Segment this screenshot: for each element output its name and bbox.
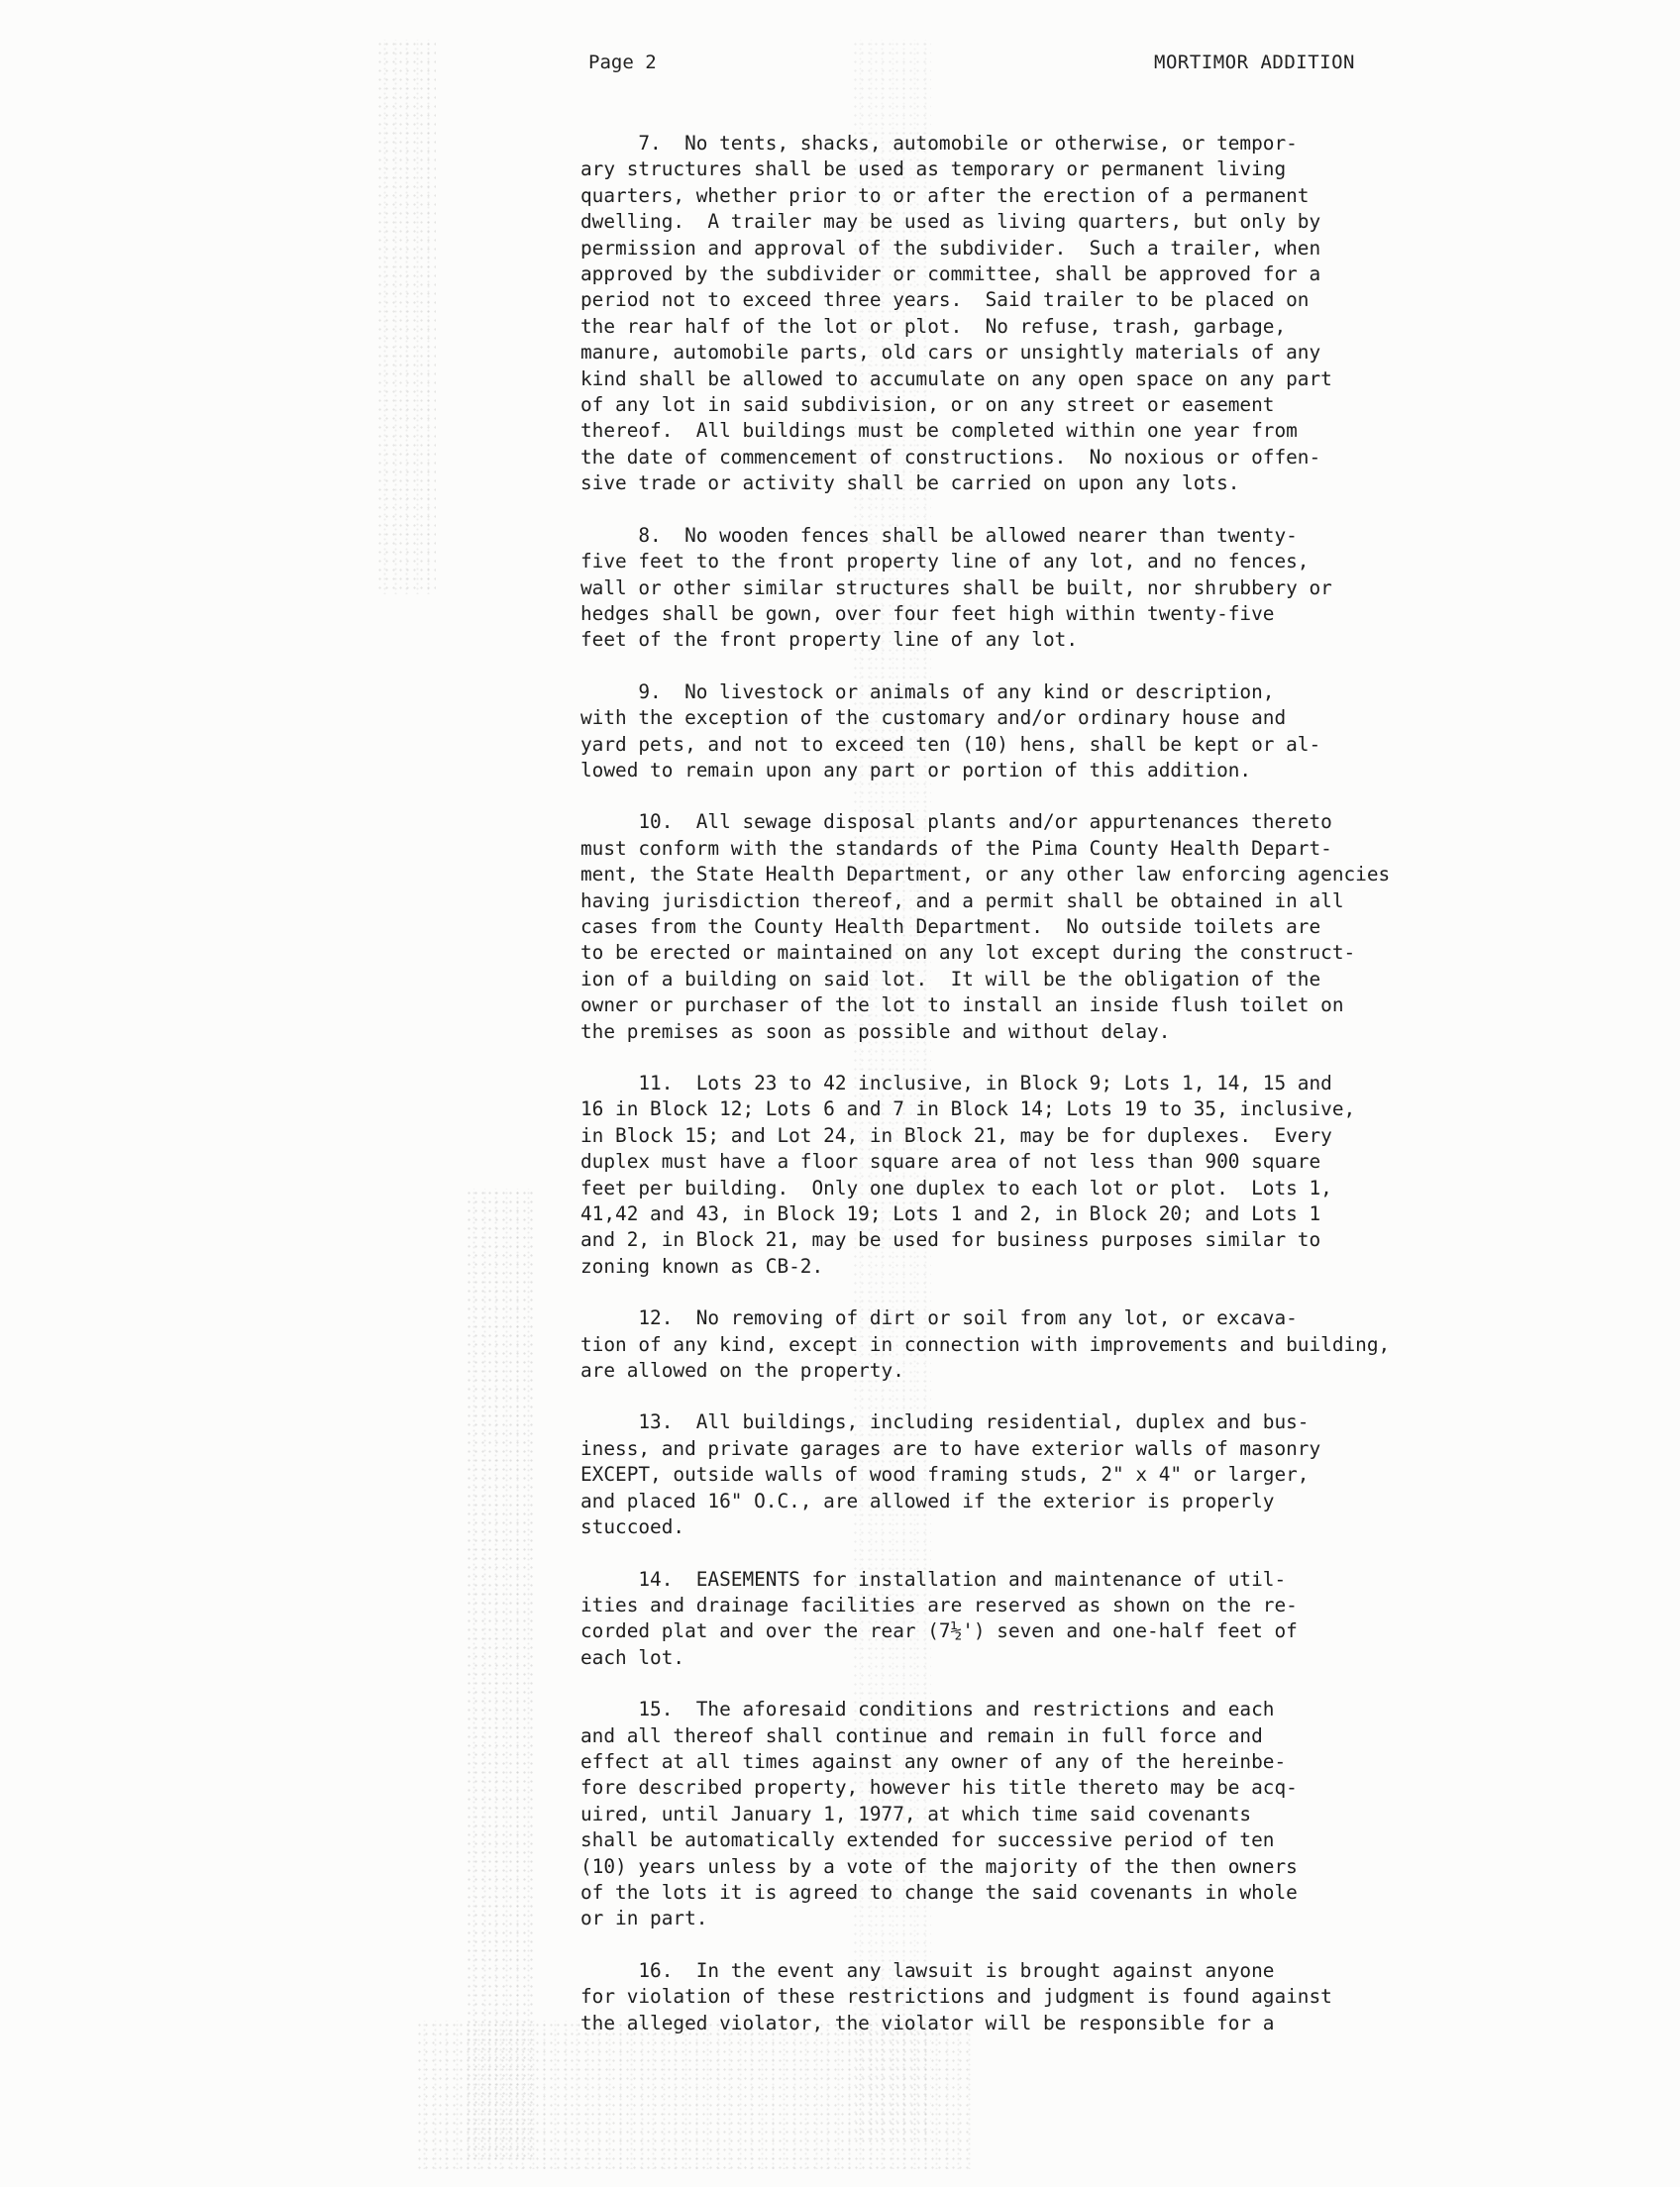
text-line: with the exception of the customary and/or ordinary house and — [580, 706, 1287, 730]
text-line: approved by the subdivider or committee, shall be approved for a — [580, 262, 1321, 286]
text-line: for violation of these restrictions and judgment is found against — [580, 1985, 1332, 2009]
text-line: cases from the County Health Department. No outside toilets are — [580, 914, 1321, 938]
text-line: five feet to the front property line of any lot, and no fences, — [580, 550, 1310, 573]
text-line: ities and drainage facilities are reserved as shown on the re- — [580, 1593, 1298, 1616]
text-line: lowed to remain upon any part or portion of this addition. — [580, 758, 1252, 781]
text-line: 15. The aforesaid conditions and restrictions and each — [580, 1698, 1275, 1721]
text-line: 8. No wooden fences shall be allowed nearer than twenty- — [580, 523, 1298, 547]
covenant-paragraph — [580, 1409, 1492, 1540]
text-line: fore described property, however his title thereto may be acq- — [580, 1776, 1298, 1800]
text-line: iness, and private garages are to have exterior walls of masonry — [580, 1436, 1321, 1460]
text-line: each lot. — [580, 1645, 685, 1669]
text-line: feet per building. Only one duplex to each lot or plot. Lots 1, — [580, 1176, 1332, 1199]
covenant-paragraph — [580, 1071, 1492, 1280]
text-line: (10) years unless by a vote of the majority of the then owners — [580, 1854, 1298, 1878]
text-line: feet of the front property line of any lot. — [580, 628, 1078, 652]
document-title: MORTIMOR ADDITION — [1154, 52, 1355, 73]
text-line: zoning known as CB-2. — [580, 1254, 824, 1278]
photocopy-noise — [466, 1189, 535, 2159]
document-body — [580, 131, 1492, 2062]
text-line: duplex must have a floor square area of not less than 900 square — [580, 1150, 1321, 1174]
covenant-paragraph — [580, 1958, 1492, 2036]
text-line: sive trade or activity shall be carried on upon any lots. — [580, 471, 1240, 495]
text-line: and all thereof shall continue and remain in full force and — [580, 1723, 1263, 1747]
text-line: 7. No tents, shacks, automobile or otherwise, or tempor- — [580, 132, 1298, 155]
text-line: 41,42 and 43, in Block 19; Lots 1 and 2, in Block 20; and Lots 1 — [580, 1202, 1321, 1226]
text-line: of the lots it is agreed to change the said covenants in whole — [580, 1880, 1298, 1904]
text-line: 16. In the event any lawsuit is brought against anyone — [580, 1958, 1275, 1982]
text-line: 11. Lots 23 to 42 inclusive, in Block 9; Lots 1, 14, 15 and — [580, 1072, 1332, 1094]
text-line: manure, automobile parts, old cars or unsightly materials of any — [580, 341, 1321, 364]
text-line: corded plat and over the rear (7½') seven and one-half feet of — [580, 1619, 1298, 1643]
text-line: must conform with the standards of the Pima County Health Depart- — [580, 836, 1332, 860]
covenant-paragraph — [580, 1305, 1492, 1384]
text-line: the premises as soon as possible and without delay. — [580, 1019, 1171, 1043]
text-line: of any lot in said subdivision, or on any street or easement — [580, 393, 1275, 417]
covenant-paragraph — [580, 809, 1492, 1045]
text-line: the date of commencement of constructions. No noxious or offen- — [580, 445, 1321, 469]
text-line: effect at all times against any owner of any of the hereinbe- — [580, 1749, 1287, 1773]
text-line: are allowed on the property. — [580, 1359, 904, 1383]
covenant-paragraph — [580, 131, 1492, 497]
text-line: yard pets, and not to exceed ten (10) hens, shall be kept or al- — [580, 732, 1321, 756]
text-line: tion of any kind, except in connection with improvements and building, — [580, 1332, 1391, 1356]
text-line: dwelling. A trailer may be used as living quarters, but only by — [580, 210, 1321, 234]
covenant-paragraph — [580, 1697, 1492, 1932]
text-line: hedges shall be gown, over four feet high within twenty-five — [580, 601, 1275, 625]
text-line: ion of a building on said lot. It will be the obligation of the — [580, 967, 1321, 990]
text-line: to be erected or maintained on any lot except during the construct- — [580, 941, 1356, 965]
page-header — [588, 52, 1355, 85]
covenant-paragraph — [580, 523, 1492, 654]
text-line: the alleged violator, the violator will be responsible for a — [580, 2011, 1275, 2034]
text-line: the rear half of the lot or plot. No refuse, trash, garbage, — [580, 314, 1287, 338]
page-number: Page 2 — [588, 52, 657, 73]
text-line: 10. All sewage disposal plants and/or appurtenances thereto — [580, 810, 1332, 834]
text-line: uired, until January 1, 1977, at which time said covenants — [580, 1802, 1252, 1825]
text-line: or in part. — [580, 1907, 708, 1930]
covenant-paragraph — [580, 1567, 1492, 1672]
text-line: EXCEPT, outside walls of wood framing studs, 2" x 4" or larger, — [580, 1463, 1310, 1487]
text-line: thereof. All buildings must be completed within one year from — [580, 419, 1298, 443]
text-line: having jurisdiction thereof, and a permit shall be obtained in all — [580, 888, 1344, 912]
text-line: 12. No removing of dirt or soil from any lot, or excava- — [580, 1306, 1298, 1330]
text-line: ary structures shall be used as temporary or permanent living — [580, 157, 1287, 181]
text-line: 16 in Block 12; Lots 6 and 7 in Block 14; Lots 19 to 35, inclusive, — [580, 1097, 1356, 1121]
text-line: quarters, whether prior to or after the erection of a permanent — [580, 183, 1310, 207]
text-line: in Block 15; and Lot 24, in Block 21, may be for duplexes. Every — [580, 1123, 1332, 1147]
covenant-paragraph — [580, 679, 1492, 784]
text-line: permission and approval of the subdivider. Such a trailer, when — [580, 236, 1321, 260]
text-line: 9. No livestock or animals of any kind or description, — [580, 679, 1275, 703]
text-line: shall be automatically extended for successive period of ten — [580, 1828, 1275, 1852]
text-line: period not to exceed three years. Said trailer to be placed on — [580, 288, 1310, 312]
text-line: stuccoed. — [580, 1515, 685, 1539]
text-line: kind shall be allowed to accumulate on any open space on any part — [580, 366, 1332, 390]
photocopy-noise — [376, 40, 436, 594]
text-line: and 2, in Block 21, may be used for business purposes similar to — [580, 1228, 1321, 1252]
text-line: wall or other similar structures shall be built, nor shrubbery or — [580, 575, 1332, 599]
text-line: 14. EASEMENTS for installation and maintenance of util- — [580, 1567, 1287, 1591]
text-line: ment, the State Health Department, or any other law enforcing agencies — [580, 863, 1391, 886]
text-line: 13. All buildings, including residential, duplex and bus- — [580, 1410, 1310, 1434]
text-line: and placed 16" O.C., are allowed if the exterior is properly — [580, 1489, 1275, 1512]
text-line: owner or purchaser of the lot to install an inside flush toilet on — [580, 993, 1344, 1017]
